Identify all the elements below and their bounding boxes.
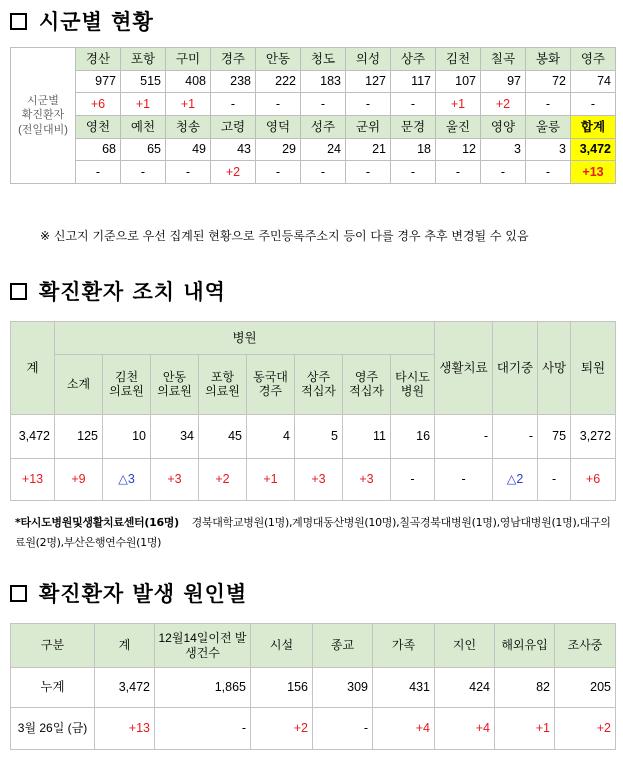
city-change: +6: [76, 93, 121, 116]
measure-change: -: [538, 459, 571, 501]
measure-total: 16: [391, 415, 435, 459]
row1-changes-row: [11, 93, 616, 116]
cause-header: 해외유입: [495, 624, 555, 668]
city-total: 49: [166, 138, 211, 161]
city-total: 43: [211, 138, 256, 161]
cause-header-row: [11, 624, 616, 668]
measure-total: 45: [199, 415, 247, 459]
grand-total-change: +13: [571, 161, 616, 184]
hospital-sub-header: 동국대 경주: [247, 355, 295, 415]
cause-row-label: 누계: [11, 668, 95, 708]
col-waiting-header: 대기중: [493, 322, 538, 415]
cause-value: +2: [251, 708, 313, 750]
section2-note: [15, 513, 615, 553]
city-total: 127: [346, 70, 391, 93]
measure-change: +3: [343, 459, 391, 501]
city-total: 97: [481, 70, 526, 93]
hospital-sub-header: 안동 의료원: [151, 355, 199, 415]
city-total: 68: [76, 138, 121, 161]
measure-change: +3: [295, 459, 343, 501]
city-change: -: [121, 161, 166, 184]
grand-total-label: 합계: [571, 116, 616, 139]
measure-change: +2: [199, 459, 247, 501]
cause-value: -: [313, 708, 373, 750]
row2-changes-row: [11, 161, 616, 184]
col-total-header: 계: [11, 322, 55, 415]
city-total: 72: [526, 70, 571, 93]
city-total: 12: [436, 138, 481, 161]
city-total: 65: [121, 138, 166, 161]
checkbox-square-icon: [10, 585, 27, 602]
cause-value: -: [155, 708, 251, 750]
city-total: 238: [211, 70, 256, 93]
cause-value: +4: [435, 708, 495, 750]
col-discharged-header: 퇴원: [571, 322, 616, 415]
measure-total: 125: [55, 415, 103, 459]
cause-header: 종교: [313, 624, 373, 668]
measure-total: 5: [295, 415, 343, 459]
cause-value: 1,865: [155, 668, 251, 708]
cause-header: 가족: [373, 624, 435, 668]
city-name: 영덕: [256, 116, 301, 139]
measure-total: 10: [103, 415, 151, 459]
section1-title: 시군별 현황: [10, 6, 154, 36]
row2-totals-row: [11, 138, 616, 161]
hospital-sub-header: 영주 적십자: [343, 355, 391, 415]
city-change: +1: [436, 93, 481, 116]
city-change: -: [526, 161, 571, 184]
section2-title: 확진환자 조치 내역: [10, 276, 226, 306]
cause-value: +2: [555, 708, 616, 750]
cause-cumulative-row: [11, 668, 616, 708]
city-name: 울릉: [526, 116, 571, 139]
cause-value: 156: [251, 668, 313, 708]
note-body: 경북대학교병원(1명),계명대동산병원(10명),칠곡경북대병원(1명),영남대병원(1명),대구의료원(2명),부산은행연수원(1명): [15, 516, 611, 549]
city-total: 21: [346, 138, 391, 161]
city-change: -: [526, 93, 571, 116]
city-name: 경산: [76, 48, 121, 71]
city-total: 18: [391, 138, 436, 161]
hospital-sub-header: 타시도 병원: [391, 355, 435, 415]
measure-change: +3: [151, 459, 199, 501]
city-change: -: [571, 93, 616, 116]
city-name: 성주: [301, 116, 346, 139]
cause-value: 82: [495, 668, 555, 708]
city-change: -: [166, 161, 211, 184]
city-total: 74: [571, 70, 616, 93]
measure-total: -: [493, 415, 538, 459]
measure-change: -: [435, 459, 493, 501]
city-name: 울진: [436, 116, 481, 139]
city-name: 고령: [211, 116, 256, 139]
city-total: 183: [301, 70, 346, 93]
measure-change: +13: [11, 459, 55, 501]
city-name: 예천: [121, 116, 166, 139]
city-total: 3: [481, 138, 526, 161]
measure-total: 3,472: [11, 415, 55, 459]
city-name: 영주: [571, 48, 616, 71]
cause-header: 12월14일이전 발생건수: [155, 624, 251, 668]
cause-value: 431: [373, 668, 435, 708]
city-change: -: [481, 161, 526, 184]
measure-total: 11: [343, 415, 391, 459]
city-change: -: [346, 161, 391, 184]
city-total: 515: [121, 70, 166, 93]
measure-change: +9: [55, 459, 103, 501]
city-name: 김천: [436, 48, 481, 71]
cause-header: 조사중: [555, 624, 616, 668]
cause-value: +13: [95, 708, 155, 750]
measures-changes-row: [11, 459, 616, 501]
hospital-sub-header: 김천 의료원: [103, 355, 151, 415]
measure-total: 3,272: [571, 415, 616, 459]
city-total: 977: [76, 70, 121, 93]
measure-total: 34: [151, 415, 199, 459]
city-name: 칠곡: [481, 48, 526, 71]
measures-header-row1: [11, 322, 616, 355]
city-change: -: [301, 161, 346, 184]
measure-change: -: [391, 459, 435, 501]
city-total: 408: [166, 70, 211, 93]
city-change: +1: [166, 93, 211, 116]
city-change: +1: [121, 93, 166, 116]
cause-header: 계: [95, 624, 155, 668]
col-living-header: 생활치료: [435, 322, 493, 415]
cause-value: +1: [495, 708, 555, 750]
city-name: 영천: [76, 116, 121, 139]
city-total: 29: [256, 138, 301, 161]
city-name: 봉화: [526, 48, 571, 71]
side-label: 시군별 확진환자 (전일대비): [11, 48, 76, 184]
patient-measures-table: [10, 321, 616, 501]
measure-change: △2: [493, 459, 538, 501]
city-name: 군위: [346, 116, 391, 139]
grand-total-value: 3,472: [571, 138, 616, 161]
measure-total: 75: [538, 415, 571, 459]
hospital-sub-header: 포항 의료원: [199, 355, 247, 415]
section1-note: ※ 신고지 기준으로 우선 집계된 현황으로 주민등록주소지 등이 다를 경우 추후 변경될 수 있음: [40, 229, 529, 243]
cause-value: 3,472: [95, 668, 155, 708]
row1-names-row: [11, 48, 616, 71]
row2-names-row: [11, 116, 616, 139]
city-change: -: [391, 161, 436, 184]
cause-value: 424: [435, 668, 495, 708]
city-total: 3: [526, 138, 571, 161]
city-change: -: [346, 93, 391, 116]
city-total: 222: [256, 70, 301, 93]
note-lead: *타시도병원및생활치료센터(16명): [15, 516, 179, 529]
city-total: 24: [301, 138, 346, 161]
cause-value: 309: [313, 668, 373, 708]
col-death-header: 사망: [538, 322, 571, 415]
cause-daily-row: [11, 708, 616, 750]
measures-totals-row: [11, 415, 616, 459]
cause-header: 지인: [435, 624, 495, 668]
measure-change: +1: [247, 459, 295, 501]
city-change: -: [256, 161, 301, 184]
cause-row-label: 3월 26일 (금): [11, 708, 95, 750]
city-change: +2: [211, 161, 256, 184]
hospital-sub-header: 상주 적십자: [295, 355, 343, 415]
checkbox-square-icon: [10, 13, 27, 30]
cause-value: 205: [555, 668, 616, 708]
city-name: 구미: [166, 48, 211, 71]
city-name: 문경: [391, 116, 436, 139]
measure-change: +6: [571, 459, 616, 501]
cause-value: +4: [373, 708, 435, 750]
measure-total: -: [435, 415, 493, 459]
city-name: 포항: [121, 48, 166, 71]
city-total: 117: [391, 70, 436, 93]
city-name: 의성: [346, 48, 391, 71]
city-name: 청도: [301, 48, 346, 71]
cause-header: 구분: [11, 624, 95, 668]
city-name: 영양: [481, 116, 526, 139]
row1-totals-row: [11, 70, 616, 93]
city-change: +2: [481, 93, 526, 116]
measure-change: △3: [103, 459, 151, 501]
section3-title: 확진환자 발생 원인별: [10, 578, 247, 608]
cause-table: [10, 623, 616, 750]
city-name: 청송: [166, 116, 211, 139]
hospital-subtotal-header: 소계: [55, 355, 103, 415]
measure-total: 4: [247, 415, 295, 459]
city-change: -: [436, 161, 481, 184]
col-hospital-header: 병원: [55, 322, 435, 355]
cause-header: 시설: [251, 624, 313, 668]
city-name: 안동: [256, 48, 301, 71]
city-change: -: [76, 161, 121, 184]
city-change: -: [211, 93, 256, 116]
city-change: -: [256, 93, 301, 116]
city-name: 상주: [391, 48, 436, 71]
city-name: 경주: [211, 48, 256, 71]
city-change: -: [391, 93, 436, 116]
city-total: 107: [436, 70, 481, 93]
city-change: -: [301, 93, 346, 116]
checkbox-square-icon: [10, 283, 27, 300]
city-status-table: [10, 47, 616, 184]
